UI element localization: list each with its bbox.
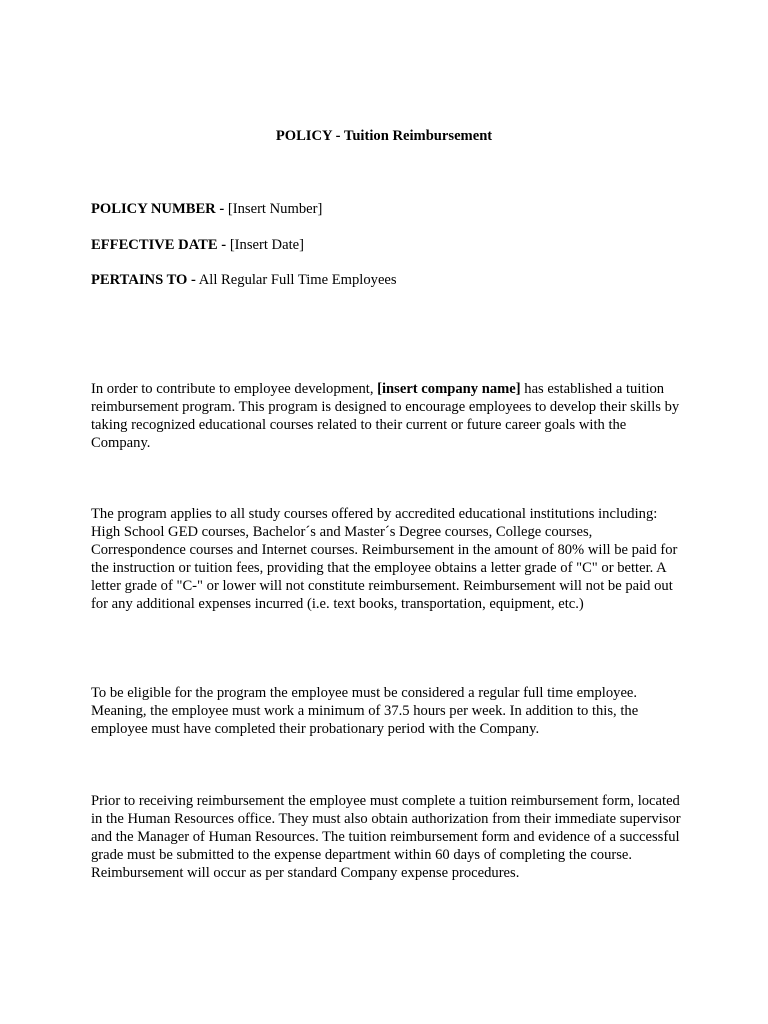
program-paragraph: The program applies to all study courses offered by accredited educational institutions including: High School GED courses, Bachelor´s and Master´s Degree courses, College courses, Correspondence courses and Internet courses. Reimbursement in the amount of 80% will be paid for the instruction or tuition fees, providing that the employee obtains a letter grade of "C" or better. A letter grade of "C-" or lower will not constitute reimbursement. Reimbursement will not be paid out for any additional expenses incurred (i.e. text books, transportation, equipment, etc.) [91,506,678,612]
effective-date-label: EFFECTIVE DATE - [91,237,227,253]
document-title: POLICY - Tuition Reimbursement [275,128,493,144]
intro-paragraph [91,381,683,453]
policy-number-field [91,201,322,219]
eligibility-paragraph: To be eligible for the program the employee must be considered a regular full time employee. Meaning, the employee must work a minimum of 37.5 hours per week. In addition to this, the employee must have completed their probationary period with the Company. [91,685,639,737]
pertains-to-label: PERTAINS TO - [91,272,196,288]
effective-date-field [91,237,304,255]
procedure-paragraph: Prior to receiving reimbursement the employee must complete a tuition reimbursement form, located in the Human Resources office. They must also obtain authorization from their immediate supervisor and the Manager of Human Resources. The tuition reimbursement form and evidence of a successful grade must be submitted to the expense department within 60 days of completing the course. Reimbursement will occur as per standard Company expense procedures. [91,793,681,881]
policy-number-label: POLICY NUMBER - [91,201,225,217]
company-name-placeholder: [insert company name] [377,381,521,397]
intro-text-end: has established a tuition reimbursement program. This program is designed to encourage employees to develop their skills by taking recognized educational courses related to their current or future career goals with the Company. [91,381,680,451]
effective-date-value: [Insert Date] [229,237,304,253]
intro-text-start: In order to contribute to employee development, [91,381,378,397]
policy-number-value: [Insert Number] [227,201,323,217]
pertains-to-value: All Regular Full Time Employees [198,272,397,288]
pertains-to-field [91,272,397,290]
